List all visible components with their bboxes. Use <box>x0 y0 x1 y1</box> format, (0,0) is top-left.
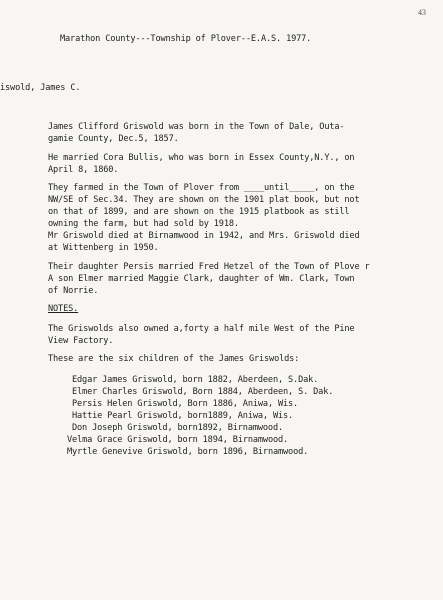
farm-line-6: at Wittenberg in 1950. <box>48 243 159 253</box>
farm-line-2: NW/SE of Sec.34. They are shown on the 1901 plat book, but not <box>48 195 360 205</box>
family-line-1: Their daughter Persis married Fred Hetzel of the Town of Plove r <box>48 262 370 272</box>
family-line-2: A son Elmer married Maggie Clark, daughter of Wm. Clark, Town <box>48 274 355 284</box>
notes-line-2: View Factory. <box>48 336 114 346</box>
list-item: Velma Grace Griswold, born 1894, Birnamwood. <box>67 435 289 445</box>
list-item: Edgar James Griswold, born 1882, Aberdeen, S.Dak. <box>72 375 319 385</box>
birth-line-1: James Clifford Griswold was born in the Town of Dale, Outa- <box>48 122 345 132</box>
farm-line-4: owning the farm, but had sold by 1918. <box>48 219 239 229</box>
document-header: Marathon County---Township of Plover--E.A.S. 1977. <box>60 34 312 44</box>
children-intro: These are the six children of the James Griswolds: <box>48 354 300 364</box>
marriage-line-2: April 8, 1860. <box>48 165 119 175</box>
list-item: Myrtle Genevive Griswold, born 1896, Birnamwood. <box>67 447 309 457</box>
notes-heading: NOTES. <box>48 304 79 314</box>
surname-heading: iswold, James C. <box>0 83 81 93</box>
list-item: Don Joseph Griswold, born1892, Birnamwood. <box>72 423 284 433</box>
marriage-line-1: He married Cora Bullis, who was born in Essex County,N.Y., on <box>48 153 355 163</box>
farm-line-5: Mr Griswold died at Birnamwood in 1942, and Mrs. Griswold died <box>48 231 360 241</box>
farm-line-1: They farmed in the Town of Plover from ____until_____, on the <box>48 183 355 193</box>
notes-line-1: The Griswolds also owned a,forty a half mile West of the Pine <box>48 324 355 334</box>
page-number: 43 <box>418 8 426 17</box>
birth-line-2: gamie County, Dec.5, 1857. <box>48 134 179 144</box>
list-item: Hattie Pearl Griswold, born1889, Aniwa, Wis. <box>72 411 294 421</box>
farm-line-3: on that of 1899, and are shown on the 1915 platbook as still <box>48 207 350 217</box>
list-item: Elmer Charles Griswold, Born 1884, Aberdeen, S. Dak. <box>72 387 334 397</box>
family-line-3: of Norrie. <box>48 286 99 296</box>
list-item: Persis Helen Griswold, Born 1886, Aniwa, Wis. <box>72 399 299 409</box>
